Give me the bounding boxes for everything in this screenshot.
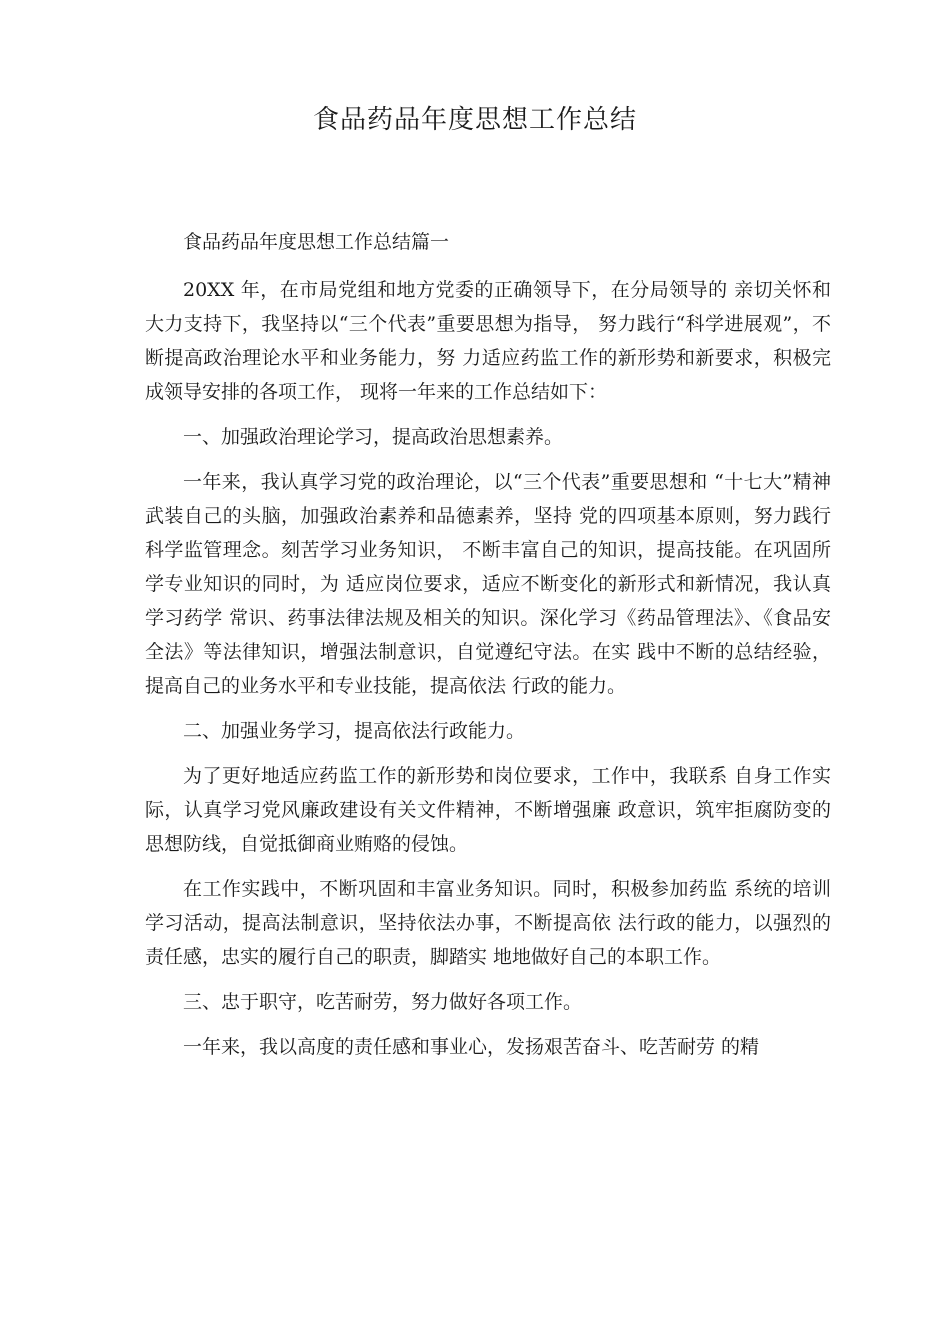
section-heading-3: 三、忠于职守，吃苦耐劳，努力做好各项工作。 — [183, 991, 583, 1013]
paragraph-intro: 20XX 年，在市局党组和地方党委的正确领导下，在分局领导的 亲切关怀和大力支持下，我坚持以“三个代表”重要思想为指导， 努力践行“科学进展观”，不断提高政治理论水平和业务能力，努 力适应药监工作的新形势和新要求，积极完成领导安排的各项工作， 现将一年来的工作总结如下： — [145, 279, 831, 403]
section-heading-2: 二、加强业务学习，提高依法行政能力。 — [183, 720, 526, 742]
paragraph-3: 一年来，我以高度的责任感和事业心，发扬艰苦奋斗、吃苦耐劳 的精 — [183, 1036, 760, 1058]
paragraph-1: 一年来，我认真学习党的政治理论，以“三个代表”重要思想和 “十七大”精神武装自己的头脑，加强政治素养和品德素养，坚持 党的四项基本原则，努力践行科学监管理念。刻苦学习业务知识， 不断丰富自己的知识，提高技能。在巩固所学专业知识的同时，为 适应岗位要求，适应不断变化的新形式和新情况，我认真学习药学 常识、药事法律法规及相关的知识。深化学习《药品管理法》、《食品安全法》等法律知识，增强法制意识，自觉遵纪守法。在实 践中不断的总结经验，提高自己的业务水平和专业技能，提高依法 行政的能力。 — [145, 471, 831, 697]
section-heading-1: 一、加强政治理论学习，提高政治思想素养。 — [183, 426, 564, 448]
paragraph-2b: 在工作实践中，不断巩固和丰富业务知识。同时，积极参加药监 系统的培训学习活动，提高法制意识，坚持依法办事，不断提高依 法行政的能力，以强烈的责任感，忠实的履行自己的职责，脚踏实 地地做好自己的本职工作。 — [145, 878, 831, 968]
section-subtitle: 食品药品年度思想工作总结篇一 — [183, 231, 450, 253]
document-body — [145, 225, 831, 1075]
paragraph-2a: 为了更好地适应药监工作的新形势和岗位要求，工作中，我联系 自身工作实际，认真学习党风廉政建设有关文件精神，不断增强廉 政意识，筑牢拒腐防变的思想防线，自觉抵御商业贿赂的侵蚀。 — [145, 765, 831, 855]
document-title: 食品药品年度思想工作总结 — [312, 105, 637, 135]
